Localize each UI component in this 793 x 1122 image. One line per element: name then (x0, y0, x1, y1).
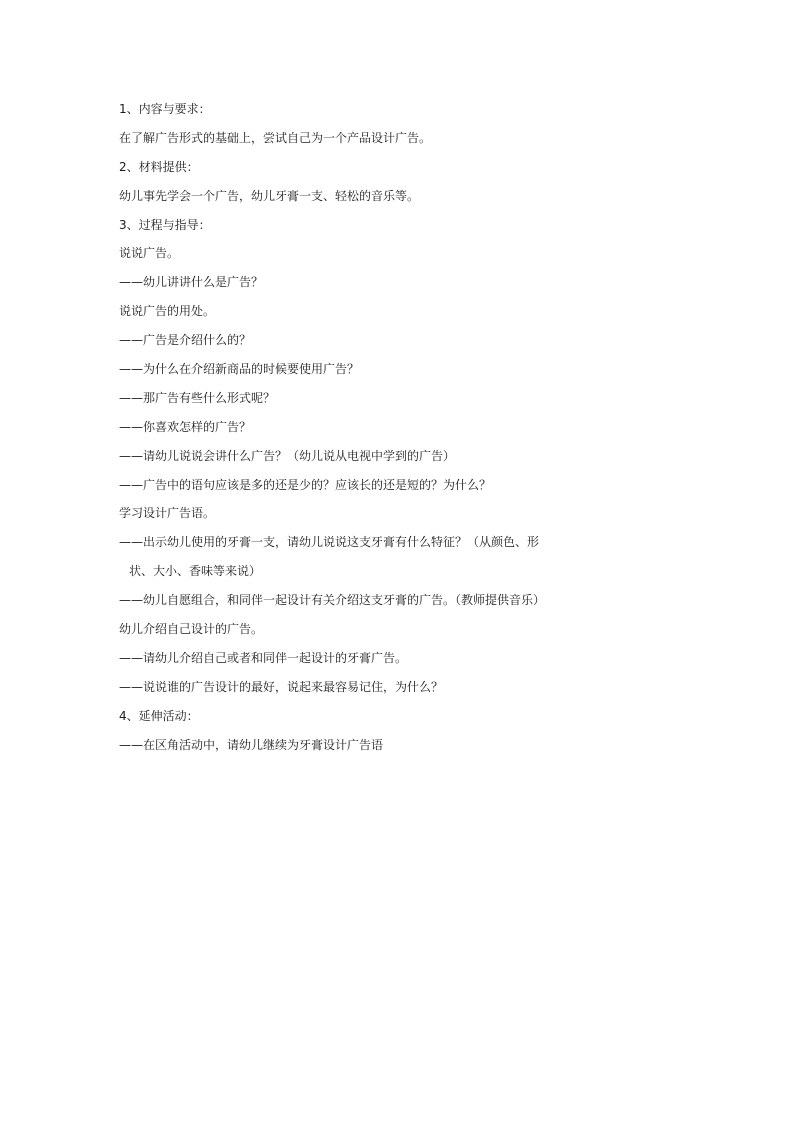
list-item: ——出示幼儿使用的牙膏一支，请幼儿说说这支牙膏有什么特征？（从颜色、形 (119, 535, 540, 550)
paragraph: 幼儿事先学会一个广告，幼儿牙膏一支、轻松的音乐等。 (119, 188, 420, 203)
section-heading-materials: 2、材料提供： (119, 159, 199, 174)
list-item: ——广告中的语句应该是多的还是少的？应该长的还是短的？为什么？ (119, 477, 492, 492)
list-item: ——广告是介绍什么的？ (119, 333, 252, 348)
list-item: ——在区角活动中，请幼儿继续为牙膏设计广告语 (119, 737, 384, 752)
subheading: 说说广告的用处。 (119, 304, 216, 319)
subheading: 学习设计广告语。 (119, 506, 216, 521)
list-item: ——请幼儿说说会讲什么广告？（幼儿说从电视中学到的广告） (119, 448, 456, 463)
list-item: ——你喜欢怎样的广告？ (119, 419, 252, 434)
document-body (119, 101, 679, 765)
list-item: ——那广告有些什么形式呢？ (119, 390, 276, 405)
section-heading-content-requirements: 1、内容与要求： (119, 102, 211, 116)
list-item: ——幼儿自愿组合，和同伴一起设计有关介绍这支牙膏的广告。（教师提供音乐） (119, 593, 546, 608)
subheading: 幼儿介绍自己设计的广告。 (119, 622, 264, 637)
section-heading-process-guidance: 3、过程与指导： (119, 217, 211, 232)
subheading: 说说广告。 (119, 246, 180, 261)
section-heading-extension-activity: 4、延伸活动： (119, 708, 199, 723)
list-item: ——为什么在介绍新商品的时候要使用广告？ (119, 362, 360, 377)
list-item: ——说说谁的广告设计的最好，说起来最容易记住，为什么？ (119, 679, 444, 694)
paragraph: 在了解广告形式的基础上，尝试自己为一个产品设计广告。 (119, 130, 432, 145)
list-item: ——请幼儿介绍自己或者和同伴一起设计的牙膏广告。 (119, 650, 408, 665)
list-item-continuation: 状、大小、香味等来说） (129, 564, 262, 579)
list-item: ——幼儿讲讲什么是广告？ (119, 275, 264, 290)
